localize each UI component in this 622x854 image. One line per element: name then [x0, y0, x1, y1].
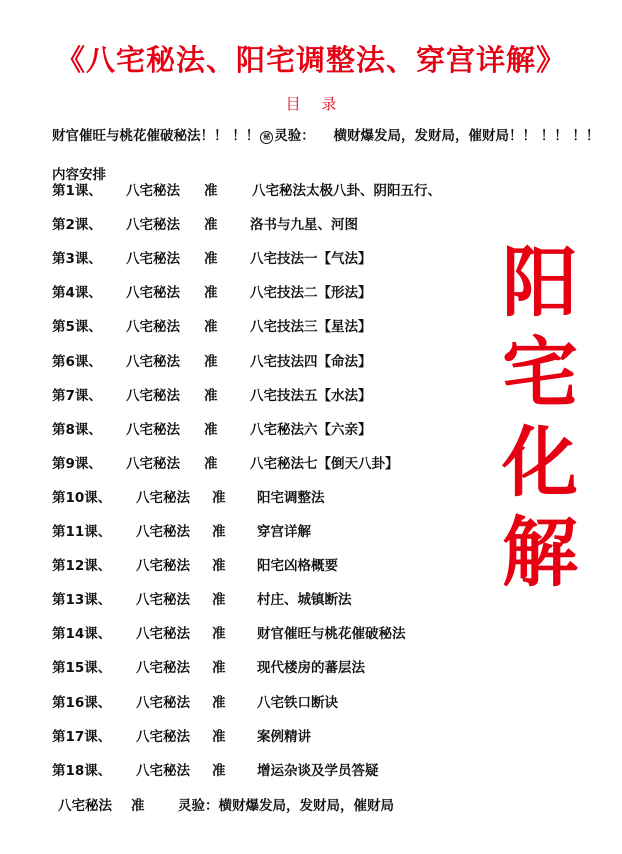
- lesson-number: 第1课、: [52, 183, 102, 199]
- lesson-row: [52, 691, 482, 711]
- lesson-grade: 准: [204, 217, 218, 234]
- lesson-topic: 财官催旺与桃花催破秘法: [257, 626, 406, 643]
- lesson-topic: 八宅铁口断诀: [257, 694, 338, 711]
- lesson-topic: 村庄、城镇断法: [257, 592, 352, 609]
- lesson-course: 八宅秘法: [126, 353, 180, 370]
- arrangement-label: 内容安排: [52, 167, 106, 183]
- lesson-course: 八宅秘法: [136, 626, 190, 643]
- lesson-number: 第7课、: [52, 387, 102, 404]
- lesson-course: 八宅秘法: [126, 455, 180, 472]
- lesson-topic: 八宅秘法七【倒天八卦】: [250, 455, 399, 472]
- lesson-course: 八宅秘法: [136, 558, 190, 575]
- lesson-grade: 准: [204, 387, 218, 404]
- lesson-course: 八宅秘法: [126, 251, 180, 268]
- lesson-number: 第16课、: [52, 694, 112, 711]
- lesson-row: [52, 486, 482, 506]
- lesson-course: 八宅秘法: [136, 694, 190, 711]
- side-banner-char: 解: [502, 508, 578, 597]
- lesson-row: [52, 520, 482, 540]
- lesson-number: 第5课、: [52, 319, 102, 336]
- side-banner-char: 化: [502, 418, 578, 507]
- lesson-row: [52, 554, 482, 574]
- lesson-row: [52, 350, 482, 370]
- lesson-grade: 准: [204, 421, 218, 438]
- lesson-course: 八宅秘法: [136, 762, 190, 779]
- side-banner: [492, 238, 588, 598]
- lesson-row: [52, 179, 482, 199]
- lesson-grade: 准: [204, 251, 218, 268]
- lesson-topic: 案例精讲: [257, 728, 311, 745]
- lesson-number: 第4课、: [52, 285, 102, 302]
- side-banner-char: 阳: [502, 238, 578, 327]
- lesson-grade: 准: [204, 353, 218, 370]
- lesson-course: 八宅秘法: [126, 217, 180, 234]
- lesson-number: 第9课、: [52, 455, 102, 472]
- lesson-grade: 准: [212, 626, 226, 643]
- lesson-number: 第3课、: [52, 251, 102, 268]
- lesson-grade: 准: [212, 558, 226, 575]
- side-banner-char: 宅: [502, 328, 578, 417]
- lesson-number: 第10课、: [52, 489, 112, 506]
- intro-part-3: 横财爆发局，发财局，催财局！！ ！！ ！！: [333, 128, 600, 144]
- toc-heading: 目 录: [285, 95, 345, 113]
- lesson-number: 第8课、: [52, 421, 102, 438]
- lesson-number: 第6课、: [52, 353, 102, 370]
- lesson-topic: 八宅技法二【形法】: [250, 285, 372, 302]
- lesson-number: 第14课、: [52, 626, 112, 643]
- lesson-course: 八宅秘法: [126, 183, 180, 199]
- lesson-row: [52, 452, 482, 472]
- footer-text: 灵验：横财爆发局，发财局，催财局: [178, 798, 394, 814]
- lesson-grade: 准: [212, 694, 226, 711]
- lesson-row: [52, 384, 482, 404]
- lesson-number: 第2课、: [52, 217, 102, 234]
- lesson-grade: 准: [212, 660, 226, 677]
- lesson-topic: 洛书与九星、河图: [250, 217, 358, 234]
- lesson-number: 第13课、: [52, 592, 112, 609]
- lesson-course: 八宅秘法: [136, 592, 190, 609]
- lesson-topic: 增运杂谈及学员答疑: [257, 762, 379, 779]
- lesson-row: [52, 315, 482, 335]
- footer-course: 八宅秘法: [58, 798, 112, 814]
- lesson-topic: 现代楼房的蕃层法: [257, 660, 365, 677]
- lesson-row: [52, 759, 482, 779]
- lesson-row: [52, 213, 482, 233]
- lesson-grade: 准: [204, 319, 218, 336]
- lesson-number: 第11课、: [52, 524, 112, 540]
- lesson-number: 第15课、: [52, 660, 112, 677]
- lesson-grade: 准: [212, 592, 226, 609]
- intro-part-2: 灵验：: [274, 128, 315, 144]
- lesson-course: 八宅秘法: [126, 387, 180, 404]
- lesson-topic: 八宅技法三【星法】: [250, 319, 372, 336]
- lesson-topic: 八宅技法四【命法】: [250, 353, 372, 370]
- document-title: 《八宅秘法、阳宅调整法、穿宫详解》: [55, 43, 566, 77]
- lesson-row: [52, 725, 482, 745]
- lesson-course: 八宅秘法: [126, 421, 180, 438]
- lesson-grade: 准: [212, 762, 226, 779]
- lesson-topic: 阳宅调整法: [257, 489, 325, 506]
- lesson-topic: 阳宅凶格概要: [257, 558, 338, 575]
- lesson-topic: 八宅秘法太极八卦、阴阳五行、: [252, 183, 441, 199]
- lesson-grade: 准: [212, 524, 226, 540]
- lesson-course: 八宅秘法: [126, 285, 180, 302]
- secret-seal-icon: 秘: [260, 131, 273, 144]
- lesson-number: 第12课、: [52, 558, 112, 575]
- lesson-row: [52, 418, 482, 438]
- lesson-topic: 八宅技法一【气法】: [250, 251, 372, 268]
- lesson-topic: 八宅技法五【水法】: [250, 387, 372, 404]
- intro-part-1: 财官催旺与桃花催破秘法！！ ！！: [52, 128, 260, 144]
- lesson-number: 第17课、: [52, 728, 112, 745]
- lesson-grade: 准: [212, 728, 226, 745]
- lesson-topic: 穿宫详解: [257, 524, 311, 540]
- lesson-course: 八宅秘法: [136, 489, 190, 506]
- lesson-row: [52, 247, 482, 267]
- lesson-row: [52, 622, 482, 642]
- footer-grade: 准: [131, 798, 145, 814]
- lesson-row: [52, 656, 482, 676]
- lesson-course: 八宅秘法: [136, 524, 190, 540]
- lesson-grade: 准: [204, 455, 218, 472]
- lesson-course: 八宅秘法: [126, 319, 180, 336]
- lesson-course: 八宅秘法: [136, 728, 190, 745]
- lesson-number: 第18课、: [52, 762, 112, 779]
- lesson-grade: 准: [204, 183, 218, 199]
- lesson-course: 八宅秘法: [136, 660, 190, 677]
- lesson-row: [52, 281, 482, 301]
- intro-line: [52, 124, 599, 144]
- lesson-topic: 八宅秘法六【六亲】: [250, 421, 372, 438]
- lesson-row: [52, 588, 482, 608]
- lesson-grade: 准: [204, 285, 218, 302]
- lesson-grade: 准: [212, 489, 226, 506]
